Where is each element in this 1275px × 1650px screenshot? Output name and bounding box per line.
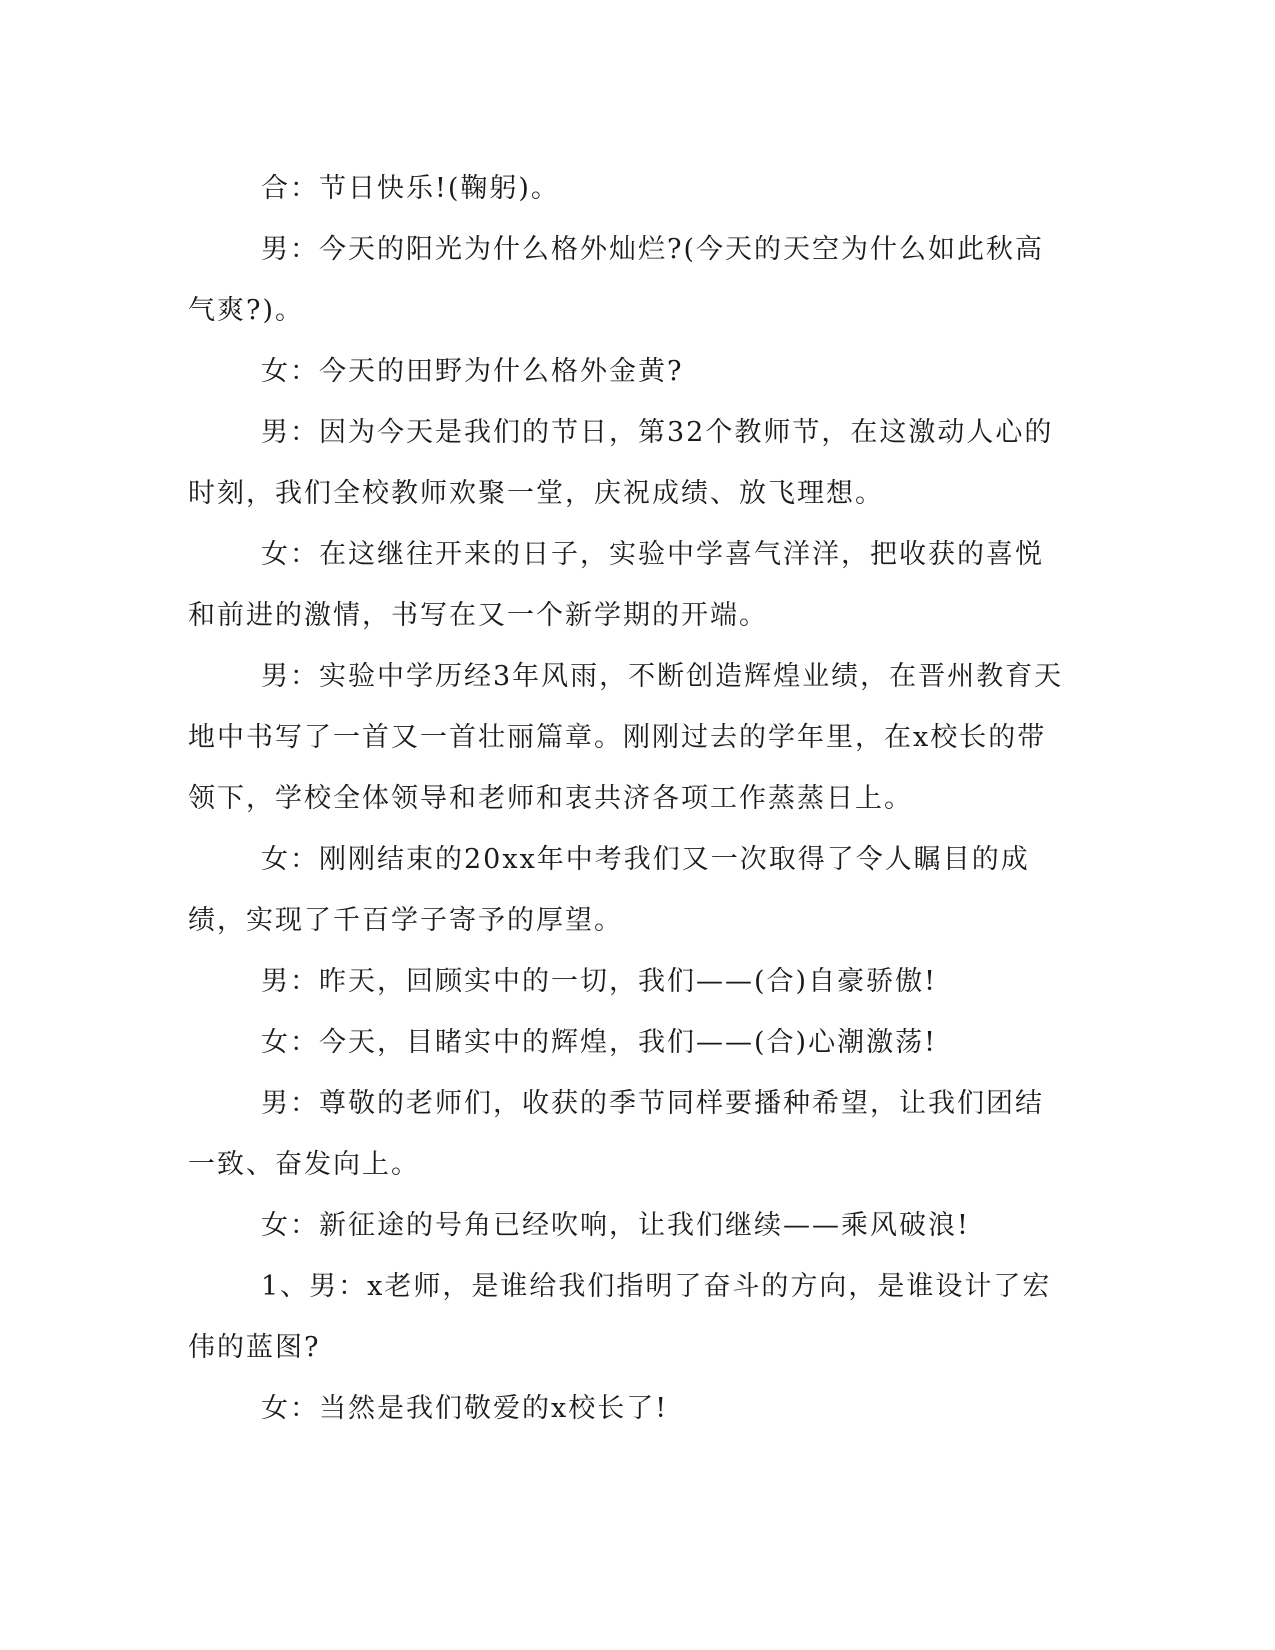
paragraph-male-sunshine: 男：今天的阳光为什么格外灿烂?(今天的天空为什么如此秋高气爽?)。 — [188, 234, 1045, 326]
paragraph-female-new-semester: 女：在这继往开来的日子，实验中学喜气洋洋，把收获的喜悦和前进的激情，书写在又一个新学期的开端。 — [188, 539, 1044, 631]
paragraph-male-unite: 男：尊敬的老师们，收获的季节同样要播种希望，让我们团结一致、奋发向上。 — [188, 1088, 1044, 1180]
document-body — [188, 158, 1068, 1439]
paragraph-male-yesterday: 男：昨天，回顾实中的一切，我们——(合)自豪骄傲! — [261, 966, 937, 997]
paragraph-female-exam-results: 女：刚刚结束的20xx年中考我们又一次取得了令人瞩目的成绩，实现了千百学子寄予的厚望。 — [188, 844, 1030, 936]
paragraph-female-today: 女：今天，目睹实中的辉煌，我们——(合)心潮激荡! — [261, 1027, 937, 1058]
paragraph-male-teachers-day: 男：因为今天是我们的节日，第32个教师节，在这激动人心的时刻，我们全校教师欢聚一堂，庆祝成绩、放飞理想。 — [188, 417, 1054, 509]
paragraph-male-school-history: 男：实验中学历经3年风雨，不断创造辉煌业绩，在晋州教育天地中书写了一首又一首壮丽篇章。刚刚过去的学年里，在x校长的带领下，学校全体领导和老师和衷共济各项工作蒸蒸日上。 — [188, 661, 1064, 814]
paragraph-male-question: 1、男：x老师，是谁给我们指明了奋斗的方向，是谁设计了宏伟的蓝图? — [188, 1271, 1052, 1363]
paragraph-female-fields: 女：今天的田野为什么格外金黄? — [261, 356, 684, 387]
paragraph-chorus-greeting: 合：节日快乐!(鞠躬)。 — [261, 173, 560, 204]
paragraph-female-new-journey: 女：新征途的号角已经吹响，让我们继续——乘风破浪! — [261, 1210, 970, 1241]
paragraph-female-answer: 女：当然是我们敬爱的x校长了! — [261, 1393, 669, 1424]
